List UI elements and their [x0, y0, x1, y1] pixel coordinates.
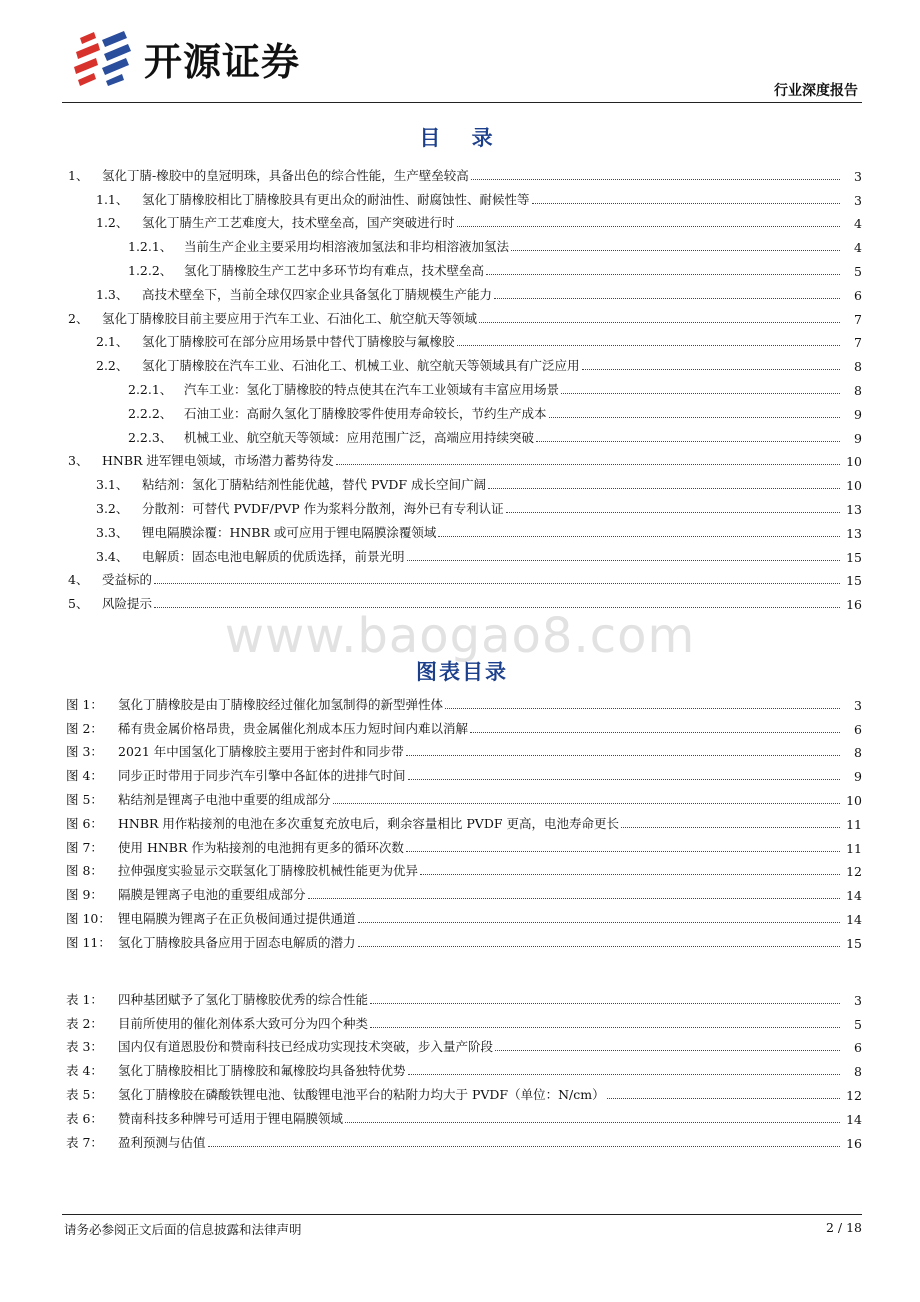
figure-index-entry[interactable]: [62, 903, 862, 927]
table-index-entry[interactable]: [62, 1127, 862, 1151]
entry-number: 3.1、: [96, 477, 129, 493]
entry-title: 同步正时带用于同步汽车引擎中各缸体的进排气时间: [118, 768, 406, 784]
company-logo: [72, 28, 300, 88]
entry-title: 使用 HNBR 作为粘接剂的电池拥有更多的循环次数: [118, 839, 404, 855]
footer-disclaimer: 请务必参阅正文后面的信息披露和法律声明: [64, 1222, 302, 1237]
toc-entry[interactable]: [62, 517, 862, 541]
entry-page-number: 10: [846, 478, 862, 494]
entry-number: 3.2、: [96, 500, 129, 516]
entry-title: 粘结剂是锂离子电池中重要的组成部分: [118, 791, 331, 807]
entry-page-number: 7: [854, 311, 862, 327]
entry-page-number: 12: [846, 1087, 862, 1103]
entry-page-number: 9: [854, 430, 862, 446]
entry-page-number: 5: [854, 263, 862, 279]
toc-entry[interactable]: [62, 279, 862, 303]
entry-title: 隔膜是锂离子电池的重要组成部分: [118, 887, 306, 903]
dot-leader: [408, 779, 840, 780]
entry-number: 图 5：: [66, 791, 103, 807]
entry-page-number: 11: [846, 816, 862, 832]
toc-entry[interactable]: [62, 565, 862, 589]
logo-text: 开源证券: [144, 39, 301, 84]
dot-leader: [370, 1027, 840, 1028]
dot-leader: [494, 298, 840, 299]
header-divider: [62, 102, 862, 103]
toc-entry[interactable]: [62, 446, 862, 470]
dot-leader: [154, 583, 840, 584]
dot-leader: [549, 417, 840, 418]
report-type-label: 行业深度报告: [774, 83, 858, 99]
entry-title: 受益标的: [102, 572, 153, 588]
entry-number: 3.3、: [96, 524, 129, 540]
entry-number: 1.2.1、: [128, 239, 173, 255]
entry-page-number: 8: [854, 1064, 862, 1080]
dot-leader: [621, 827, 840, 828]
entry-number: 表 3：: [66, 1039, 103, 1055]
entry-title: 氢化丁腈橡胶相比丁腈橡胶和氟橡胶均具备独特优势: [118, 1063, 406, 1079]
dot-leader: [358, 946, 840, 947]
dot-leader: [470, 732, 840, 733]
entry-number: 图 8：: [66, 863, 103, 879]
entry-number: 图 1：: [66, 696, 103, 712]
dot-leader: [479, 322, 840, 323]
entry-title: 石油工业：高耐久氢化丁腈橡胶零件使用寿命较长，节约生产成本: [184, 405, 547, 421]
toc-entry[interactable]: [62, 255, 862, 279]
entry-page-number: 11: [846, 840, 862, 856]
dot-leader: [511, 250, 840, 251]
figure-index-entry[interactable]: [62, 760, 862, 784]
dot-leader: [406, 755, 840, 756]
entry-title: 四种基团赋予了氢化丁腈橡胶优秀的综合性能: [118, 991, 369, 1007]
entry-number: 3.4、: [96, 548, 129, 564]
entry-page-number: 6: [854, 721, 862, 737]
entry-title: 盈利预测与估值: [118, 1134, 206, 1150]
figure-index-entry[interactable]: [62, 737, 862, 761]
toc-list: [62, 160, 862, 612]
entry-page-number: 7: [854, 335, 862, 351]
figure-index-entry[interactable]: [62, 927, 862, 951]
logo-mark-icon: [72, 30, 134, 86]
entry-number: 表 4：: [66, 1063, 103, 1079]
toc-entry[interactable]: [62, 398, 862, 422]
entry-page-number: 4: [854, 216, 862, 232]
entry-number: 表 5：: [66, 1086, 103, 1102]
dot-leader: [471, 179, 840, 180]
entry-number: 2.2.2、: [128, 405, 173, 421]
toc-entry[interactable]: [62, 303, 862, 327]
toc-entry[interactable]: [62, 350, 862, 374]
entry-number: 表 2：: [66, 1015, 103, 1031]
entry-number: 4、: [68, 572, 89, 588]
entry-title: 拉伸强度实验显示交联氢化丁腈橡胶机械性能更为优异: [118, 863, 419, 879]
entry-number: 表 6：: [66, 1110, 103, 1126]
entry-page-number: 15: [846, 573, 862, 589]
dot-leader: [208, 1146, 840, 1147]
entry-number: 图 9：: [66, 887, 103, 903]
dot-leader: [420, 874, 840, 875]
toc-entry[interactable]: [62, 208, 862, 232]
entry-page-number: 9: [854, 406, 862, 422]
dot-leader: [536, 441, 840, 442]
entry-number: 表 1：: [66, 991, 103, 1007]
entry-title: 赞南科技多种牌号可适用于锂电隔膜领域: [118, 1110, 344, 1126]
entry-page-number: 15: [846, 549, 862, 565]
entry-number: 图 11：: [66, 934, 111, 950]
entry-title: 锂电隔膜涂覆：HNBR 或可应用于锂电隔膜涂覆领域: [142, 524, 437, 540]
entry-page-number: 15: [846, 935, 862, 951]
toc-entry[interactable]: [62, 374, 862, 398]
toc-entry[interactable]: [62, 327, 862, 351]
toc-entry[interactable]: [62, 184, 862, 208]
table-index-entry[interactable]: [62, 1103, 862, 1127]
dot-leader: [345, 1122, 840, 1123]
entry-page-number: 16: [846, 597, 862, 613]
table-index-entry[interactable]: [62, 1055, 862, 1079]
entry-page-number: 9: [854, 769, 862, 785]
figure-index-entry[interactable]: [62, 856, 862, 880]
entry-number: 2.2.3、: [128, 429, 173, 445]
entry-title: HNBR 进军锂电领域，市场潜力蓄势待发: [102, 453, 334, 469]
toc-entry[interactable]: [62, 541, 862, 565]
entry-number: 图 7：: [66, 839, 103, 855]
entry-title: 锂电隔膜为锂离子在正负极间通过提供通道: [118, 910, 356, 926]
figure-index-entry[interactable]: [62, 689, 862, 713]
entry-number: 2、: [68, 310, 89, 326]
entry-title: 氢化丁腈生产工艺难度大，技术壁垒高，国产突破进行时: [142, 215, 455, 231]
entry-title: 氢化丁腈-橡胶中的皇冠明珠，具备出色的综合性能，生产壁垒较高: [102, 167, 469, 183]
dot-leader: [607, 1098, 840, 1099]
entry-title: 当前生产企业主要采用均相溶液加氢法和非均相溶液加氢法: [184, 239, 510, 255]
entry-page-number: 16: [846, 1135, 862, 1151]
toc-entry[interactable]: [62, 160, 862, 184]
dot-leader: [488, 488, 840, 489]
entry-title: 国内仅有道恩股份和赞南科技已经成功实现技术突破，步入量产阶段: [118, 1039, 494, 1055]
toc-entry[interactable]: [62, 231, 862, 255]
entry-title: 氢化丁腈橡胶是由丁腈橡胶经过催化加氢制得的新型弹性体: [118, 696, 444, 712]
entry-title: 氢化丁腈橡胶目前主要应用于汽车工业、石油化工、航空航天等领域: [102, 310, 478, 326]
dot-leader: [406, 851, 840, 852]
entry-title: 氢化丁腈橡胶在汽车工业、石油化工、机械工业、航空航天等领域具有广泛应用: [142, 358, 580, 374]
dot-leader: [561, 393, 840, 394]
entry-page-number: 10: [846, 792, 862, 808]
entry-title: 粘结剂：氢化丁腈粘结剂性能优越，替代 PVDF 成长空间广阔: [142, 477, 487, 493]
entry-number: 图 10：: [66, 910, 111, 926]
toc-entry[interactable]: [62, 469, 862, 493]
entry-page-number: 14: [846, 911, 862, 927]
dot-leader: [532, 203, 840, 204]
entry-number: 图 2：: [66, 720, 103, 736]
toc-entry[interactable]: [62, 493, 862, 517]
entry-title: 风险提示: [102, 596, 153, 612]
dot-leader: [438, 536, 840, 537]
figures-list: [62, 689, 862, 951]
watermark: www.baogao8.com: [224, 608, 696, 664]
page-indicator: 2 / 18: [825, 1220, 862, 1235]
entry-title: 电解质：固态电池电解质的优质选择，前景光明: [142, 548, 405, 564]
footer-divider: [62, 1214, 862, 1215]
entry-page-number: 6: [854, 1040, 862, 1056]
entry-page-number: 8: [854, 745, 862, 761]
figure-index-entry[interactable]: [62, 784, 862, 808]
entry-page-number: 14: [846, 1111, 862, 1127]
dot-leader: [370, 1003, 840, 1004]
entry-number: 1.3、: [96, 286, 129, 302]
entry-title: 汽车工业：氢化丁腈橡胶的特点使其在汽车工业领域有丰富应用场景: [184, 381, 560, 397]
dot-leader: [408, 1074, 840, 1075]
entry-number: 1.1、: [96, 191, 129, 207]
entry-number: 2.2、: [96, 358, 129, 374]
entry-title: 机械工业、航空航天等领域：应用范围广泛，高端应用持续突破: [184, 429, 535, 445]
entry-title: 氢化丁腈橡胶具备应用于固态电解质的潜力: [118, 934, 356, 950]
entry-page-number: 3: [854, 192, 862, 208]
entry-page-number: 13: [846, 501, 862, 517]
entry-title: 氢化丁腈橡胶可在部分应用场景中替代丁腈橡胶与氟橡胶: [142, 334, 455, 350]
entry-page-number: 4: [854, 240, 862, 256]
entry-number: 图 4：: [66, 768, 103, 784]
entry-title: 稀有贵金属价格昂贵，贵金属催化剂成本压力短时间内难以消解: [118, 720, 469, 736]
entry-title: 分散剂：可替代 PVDF/PVP 作为浆料分散剂，海外已有专利认证: [142, 500, 504, 516]
figure-index-entry[interactable]: [62, 713, 862, 737]
entry-number: 表 7：: [66, 1134, 103, 1150]
entry-title: HNBR 用作粘接剂的电池在多次重复充放电后，剩余容量相比 PVDF 更高，电池寿命更长: [118, 815, 619, 831]
entry-number: 图 3：: [66, 744, 103, 760]
figure-index-entry[interactable]: [62, 808, 862, 832]
entry-title: 氢化丁腈橡胶相比丁腈橡胶具有更出众的耐油性、耐腐蚀性、耐候性等: [142, 191, 530, 207]
entry-page-number: 6: [854, 287, 862, 303]
entry-number: 1、: [68, 167, 89, 183]
tables-list: [62, 984, 862, 1151]
toc-entry[interactable]: [62, 422, 862, 446]
entry-page-number: 14: [846, 888, 862, 904]
dot-leader: [308, 898, 840, 899]
dot-leader: [358, 922, 840, 923]
dot-leader: [457, 345, 840, 346]
dot-leader: [457, 226, 840, 227]
dot-leader: [336, 464, 840, 465]
dot-leader: [486, 274, 840, 275]
table-index-entry[interactable]: [62, 1008, 862, 1032]
entry-page-number: 3: [854, 697, 862, 713]
entry-title: 2021 年中国氢化丁腈橡胶主要用于密封件和同步带: [118, 744, 404, 760]
entry-number: 1.2.2、: [128, 262, 173, 278]
entry-number: 2.1、: [96, 334, 129, 350]
page-header: [62, 22, 862, 106]
figure-index-entry[interactable]: [62, 832, 862, 856]
entry-number: 图 6：: [66, 815, 103, 831]
dot-leader: [445, 708, 840, 709]
entry-page-number: 3: [854, 168, 862, 184]
figures-index-title: 图表目录: [416, 660, 508, 684]
dot-leader: [333, 803, 840, 804]
entry-number: 1.2、: [96, 215, 129, 231]
entry-title: 氢化丁腈橡胶在磷酸铁锂电池、钛酸锂电池平台的粘附力均大于 PVDF（单位：N/cm）: [118, 1086, 605, 1102]
entry-page-number: 12: [846, 864, 862, 880]
entry-number: 5、: [68, 596, 89, 612]
entry-title: 目前所使用的催化剂体系大致可分为四个种类: [118, 1015, 369, 1031]
entry-page-number: 5: [854, 1016, 862, 1032]
entry-title: 高技术壁垒下，当前全球仅四家企业具备氢化丁腈规模生产能力: [142, 286, 493, 302]
toc-title: 目 录: [419, 126, 505, 150]
entry-number: 3、: [68, 453, 89, 469]
dot-leader: [407, 560, 840, 561]
entry-page-number: 10: [846, 454, 862, 470]
entry-page-number: 3: [854, 992, 862, 1008]
entry-page-number: 8: [854, 382, 862, 398]
entry-number: 2.2.1、: [128, 381, 173, 397]
entry-page-number: 8: [854, 359, 862, 375]
table-index-entry[interactable]: [62, 1079, 862, 1103]
dot-leader: [506, 512, 840, 513]
figure-index-entry[interactable]: [62, 879, 862, 903]
entry-title: 氢化丁腈橡胶生产工艺中多环节均有难点，技术壁垒高: [184, 262, 485, 278]
dot-leader: [582, 369, 840, 370]
entry-page-number: 13: [846, 525, 862, 541]
table-index-entry[interactable]: [62, 1032, 862, 1056]
dot-leader: [495, 1050, 840, 1051]
table-index-entry[interactable]: [62, 984, 862, 1008]
